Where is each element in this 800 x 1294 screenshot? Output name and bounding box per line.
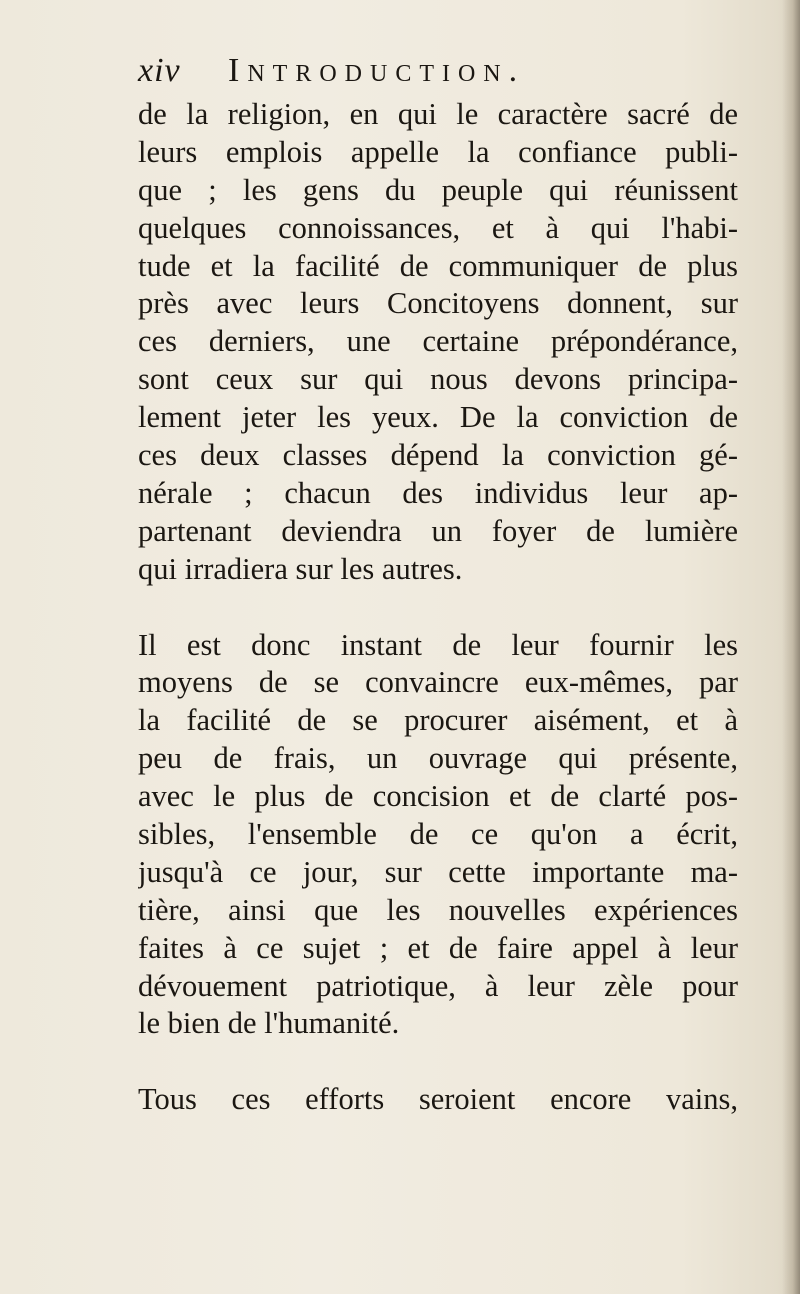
paragraph-2: [138, 627, 738, 1044]
paragraph-3: [138, 1081, 738, 1119]
text-line: ces deux classes dépend la conviction gé-: [138, 438, 738, 473]
paragraph-1: [138, 96, 738, 589]
text-line: ces derniers, une certaine prépondérance,: [138, 324, 738, 359]
text-line: quelques connoissances, et à qui l'habi-: [138, 210, 738, 245]
text-line: partenant deviendra un foyer de lumière: [138, 513, 738, 548]
text-line: tude et la facilité de communiquer de plus: [138, 248, 738, 283]
text-line: leurs emplois appelle la confiance publi-: [138, 134, 738, 169]
text-line: près avec leurs Concitoyens donnent, sur: [138, 286, 738, 321]
text-line: tière, ainsi que les nouvelles expériences: [138, 892, 738, 927]
text-line: avec le plus de concision et de clarté pos-: [138, 779, 738, 814]
text-line: le bien de l'humanité.: [138, 1006, 400, 1041]
text-line: qui irradiera sur les autres.: [138, 551, 463, 586]
page-header: [138, 52, 738, 100]
text-line: sont ceux sur qui nous devons principa-: [138, 362, 738, 397]
text-line: dévouement patriotique, à leur zèle pour: [138, 968, 738, 1003]
text-line: jusqu'à ce jour, sur cette importante ma-: [138, 854, 738, 889]
text-line: faites à ce sujet ; et de faire appel à leur: [138, 930, 738, 965]
paragraph-gap: [138, 1043, 738, 1081]
running-title: Introduction.: [228, 52, 526, 89]
text-line: peu de frais, un ouvrage qui présente,: [138, 741, 738, 776]
text-line: nérale ; chacun des individus leur ap-: [138, 475, 738, 510]
paragraph-gap: [138, 589, 738, 627]
text-line: sibles, l'ensemble de ce qu'on a écrit,: [138, 817, 738, 852]
text-line: la facilité de se procurer aisément, et à: [138, 703, 738, 738]
page-number: xiv: [138, 52, 181, 89]
text-line: lement jeter les yeux. De la conviction de: [138, 400, 738, 435]
body-text: [138, 96, 738, 1119]
text-line: moyens de se convaincre eux-mêmes, par: [138, 665, 738, 700]
text-line: que ; les gens du peuple qui réunissent: [138, 172, 738, 207]
text-line: Tous ces efforts seroient encore vains,: [138, 1082, 738, 1117]
text-line: de la religion, en qui le caractère sacré de: [138, 97, 738, 131]
page-edge-shadow: [782, 0, 800, 1294]
text-line: Il est donc instant de leur fournir les: [138, 627, 738, 662]
